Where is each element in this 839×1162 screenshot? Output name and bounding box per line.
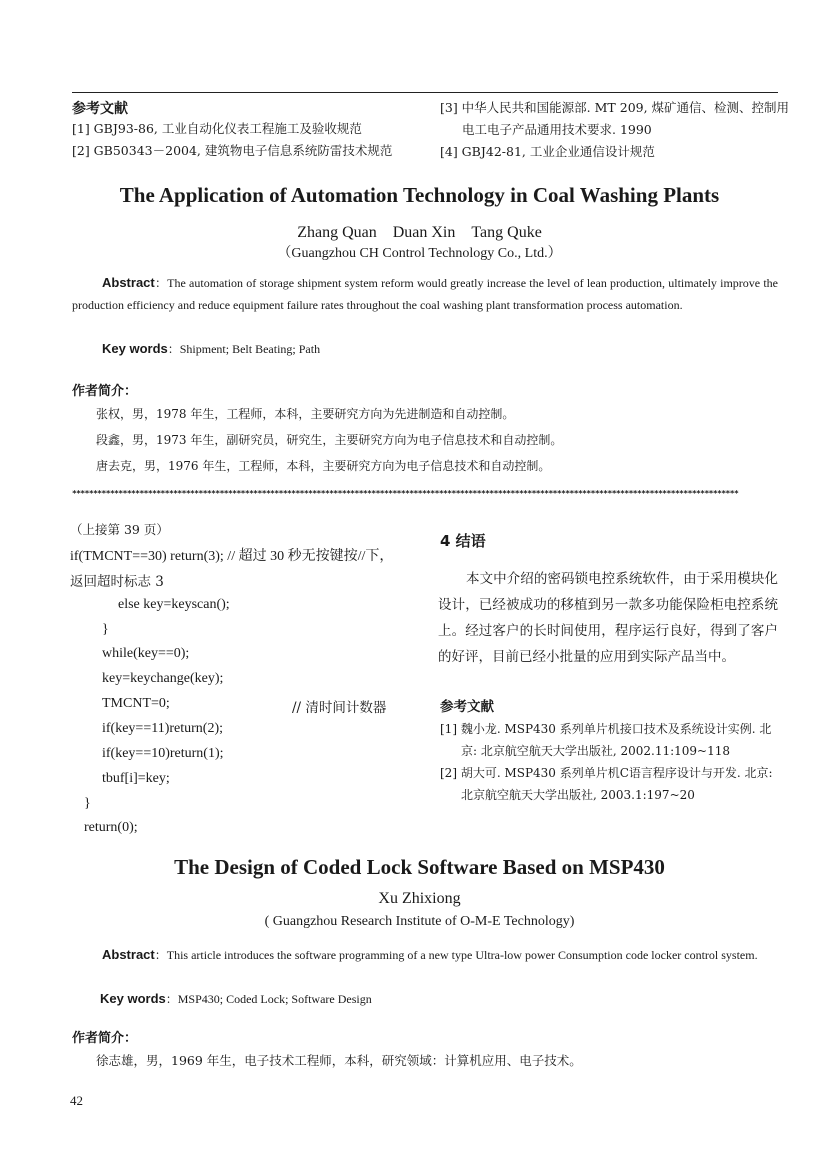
article2-abstract-text: ：This article introduces the software programming of a new type Ultra-low power Consumption code locker control system. — [154, 948, 758, 962]
article1-abstract — [72, 272, 778, 316]
code-line-while: while(key==0); — [102, 646, 190, 661]
article2-abstract-label: Abstract — [102, 947, 155, 962]
article1-bio-3: 唐去克，男，1976 年生，工程师，本科，主要研究方向为电子信息技术和自动控制。 — [96, 459, 551, 473]
conclusion-heading: 4 结语 — [440, 532, 486, 550]
conclusion-ref-2-cont: 北京航空航天大学出版社, 2003.1:197~20 — [461, 788, 695, 802]
conclusion-ref-2: [2] 胡大可. MSP430 系列单片机C语言程序设计与开发. 北京: — [440, 766, 773, 780]
code-comment-timer: // 清时间计数器 — [292, 700, 387, 716]
code-line-brace-2: } — [84, 796, 91, 811]
conclusion-refs-heading: 参考文献 — [440, 699, 494, 715]
code-line-else: else key=keyscan(); — [118, 597, 230, 612]
code-line-keychange: key=keychange(key); — [102, 671, 224, 686]
code-line-1: if(TMCNT==30) return(3); // 超过 30 秒无按键按//下， — [70, 549, 394, 564]
conclusion-ref-1-cont: 京: 北京航空航天大学出版社, 2002.11:109~118 — [461, 744, 731, 758]
code-line-key11: if(key==11)return(2); — [102, 721, 224, 736]
article2-keywords — [100, 990, 372, 1007]
page-number: 42 — [70, 1093, 83, 1108]
article1-keywords-label: Key words — [102, 341, 168, 356]
code-line-return: return(0); — [84, 820, 138, 835]
code-line-tbuf: tbuf[i]=key; — [102, 771, 170, 786]
article2-title: The Design of Coded Lock Software Based on MSP430 — [174, 855, 665, 879]
article1-affiliation: （Guangzhou CH Control Technology Co., Ltd.） — [277, 246, 562, 261]
code-line-2: 返回超时标志 3 — [70, 574, 164, 590]
top-rule — [72, 92, 778, 93]
article1-keywords — [102, 340, 320, 357]
article1-abstract-text: ：The automation of storage shipment system reform would greatly increase the level of lean production, ultimately improve the production efficiency and reduce equipment failure rates throughout the coal washing plant transformation process automation. — [72, 276, 778, 312]
article2-keywords-text: ：MSP430; Coded Lock; Software Design — [165, 992, 372, 1006]
separator-stars: ************************************************************************************************************************************************************** — [72, 489, 739, 498]
article1-authors: Zhang Quan Duan Xin Tang Quke — [297, 224, 542, 241]
top-ref-2: [2] GB50343－2004, 建筑物电子信息系统防雷技术规范 — [72, 143, 393, 158]
top-ref-3-cont: 电工电子产品通用技术要求. 1990 — [462, 122, 652, 137]
top-ref-1: [1] GBJ93-86, 工业自动化仪表工程施工及验收规范 — [72, 121, 362, 136]
article2-keywords-label: Key words — [100, 991, 166, 1006]
article1-bio-heading: 作者简介： — [72, 384, 138, 399]
article1-keywords-text: ：Shipment; Belt Beating; Path — [167, 342, 321, 356]
top-refs-heading: 参考文献 — [72, 101, 128, 117]
article2-bio-heading: 作者简介： — [72, 1031, 138, 1046]
article2-bio: 徐志雄，男，1969 年生，电子技术工程师，本科，研究领域：计算机应用、电子技术。 — [96, 1053, 582, 1068]
article2-affiliation: ( Guangzhou Research Institute of O-M-E Technology) — [264, 914, 575, 929]
article2-abstract — [72, 944, 778, 966]
top-ref-3: [3] 中华人民共和国能源部. MT 209, 煤矿通信、检测、控制用 — [440, 100, 790, 115]
code-line-brace-1: } — [102, 622, 109, 637]
article1-abstract-label: Abstract — [102, 275, 155, 290]
code-line-tmcnt: TMCNT=0; — [102, 696, 170, 711]
code-line-key10: if(key==10)return(1); — [102, 746, 224, 761]
article1-title: The Application of Automation Technology in Coal Washing Plants — [119, 183, 720, 207]
continued-note: （上接第 39 页） — [70, 522, 169, 537]
conclusion-paragraph: 本文中介绍的密码锁电控系统软件，由于采用模块化设计，已经被成功的移植到另一款多功能保险柜电控系统上。经过客户的长时间使用，程序运行良好，得到了客户的好评，目前已经小批量的应用到实际产品当中。 — [438, 571, 778, 665]
article1-bio-2: 段鑫，男，1973 年生，副研究员，研究生，主要研究方向为电子信息技术和自动控制。 — [96, 433, 563, 447]
article2-authors: Xu Zhixiong — [378, 890, 461, 907]
article1-bio-1: 张权，男，1978 年生，工程师，本科，主要研究方向为先进制造和自动控制。 — [96, 407, 515, 421]
top-ref-4: [4] GBJ42-81, 工业企业通信设计规范 — [440, 144, 655, 159]
conclusion-ref-1: [1] 魏小龙. MSP430 系列单片机接口技术及系统设计实例. 北 — [440, 722, 772, 736]
